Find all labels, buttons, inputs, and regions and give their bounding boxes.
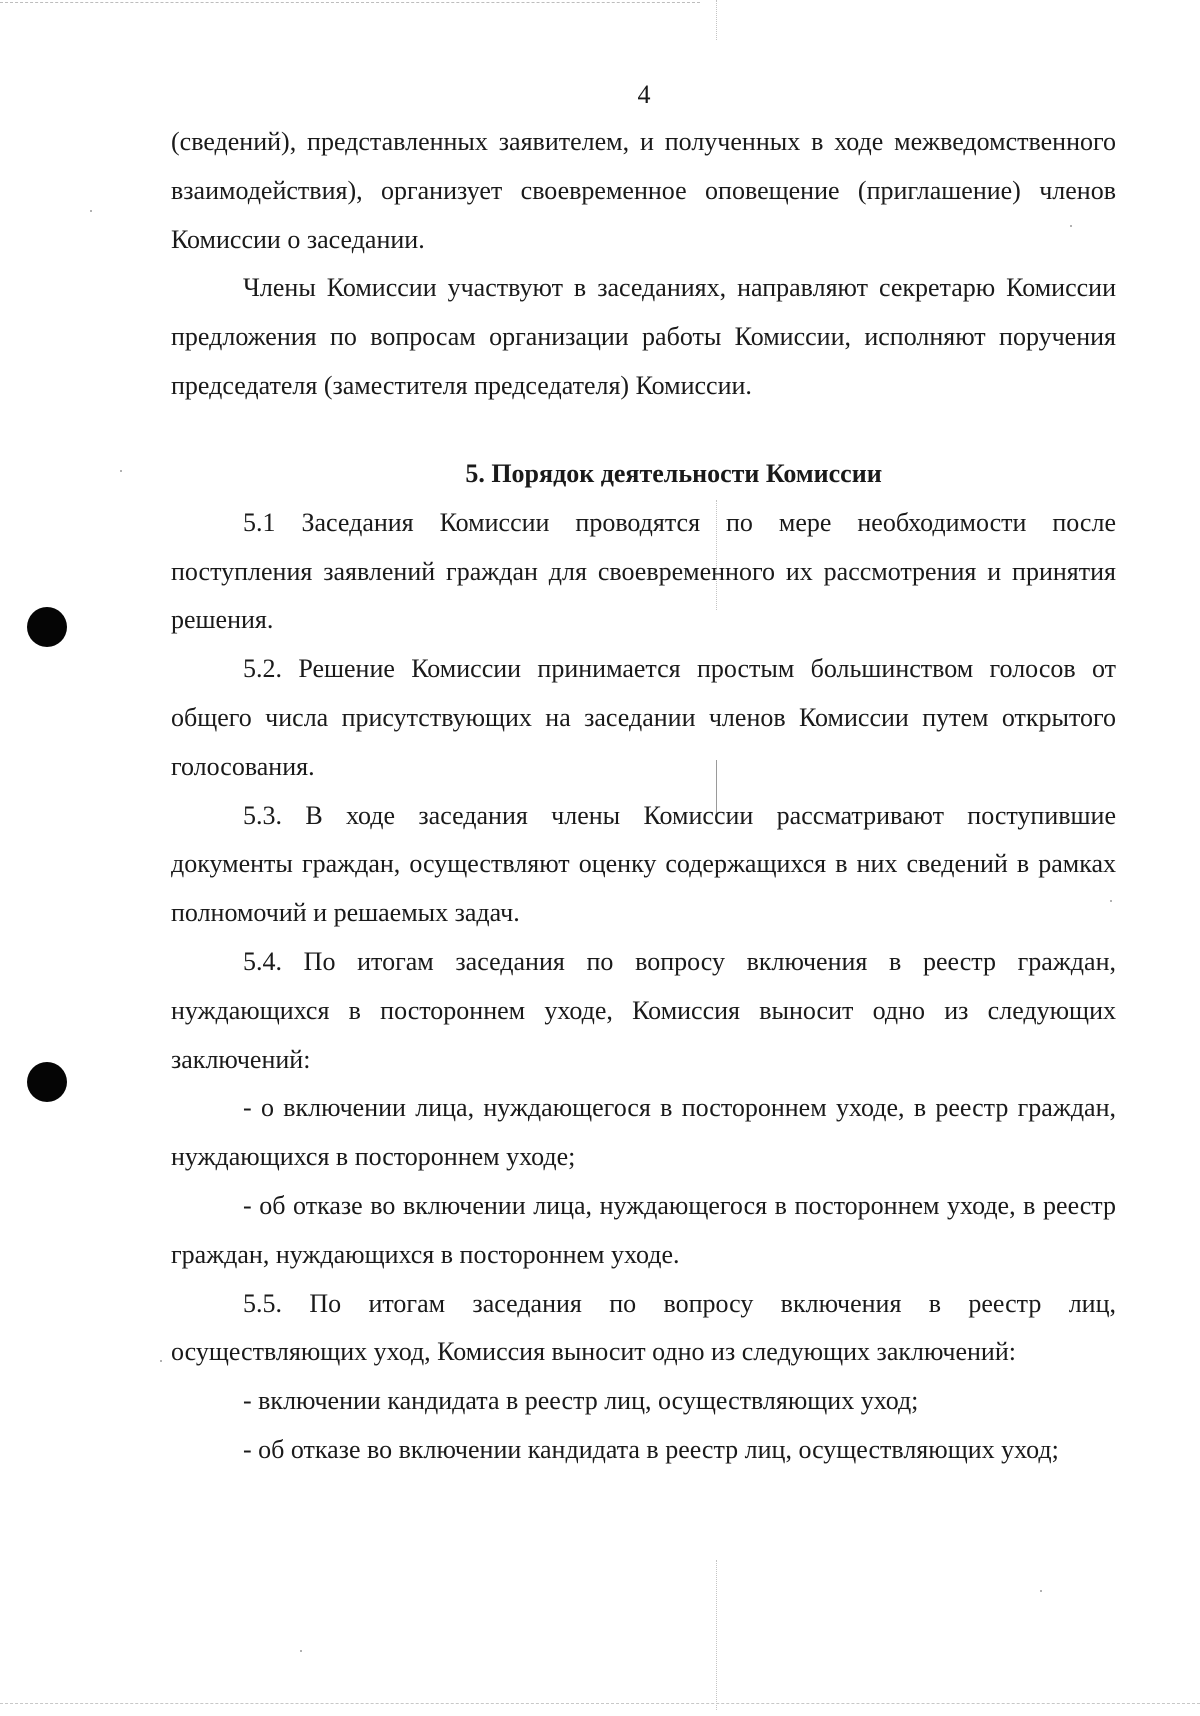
scan-speck — [1040, 1590, 1042, 1592]
document-body — [171, 118, 1116, 1475]
section-heading: 5. Порядок деятельности Комиссии — [465, 458, 882, 488]
scan-fold-mark-bottom — [716, 1560, 718, 1710]
list-item-include-candidate: - включении кандидата в реестр лиц, осуществляющих уход; — [243, 1386, 919, 1416]
paragraph-continuation: (сведений), представленных заявителем, и полученных в ходе межведомственного взаимодействия), организует своевременное оповещение (приглашение) членов Комиссии о заседании. — [171, 127, 1116, 254]
list-item-refuse-candidate: - об отказе во включении кандидата в реестр лиц, осуществляющих уход; — [243, 1434, 1059, 1464]
scan-speck — [160, 1360, 162, 1362]
scan-speck — [120, 470, 122, 472]
paragraph-members-duties: Члены Комиссии участвуют в заседаниях, направляют секретарю Комиссии предложения по вопросам организации работы Комиссии, исполняют поручения председателя (заместителя председателя) Комиссии. — [171, 273, 1116, 400]
punch-hole-upper — [27, 607, 67, 647]
clause-5-1: 5.1 Заседания Комиссии проводятся по мере необходимости после поступления заявлений граждан для своевременного их рассмотрения и принятия решения. — [171, 507, 1116, 635]
scan-edge-bottom — [0, 1703, 1200, 1705]
clause-5-3: 5.3. В ходе заседания члены Комиссии рассматривают поступившие документы граждан, осуществляют оценку содержащихся в них сведений в рамках полномочий и решаемых задач. — [171, 800, 1116, 928]
scan-edge-top — [0, 2, 700, 4]
list-item-include-person: - о включении лица, нуждающегося в постороннем уходе, в реестр граждан, нуждающихся в постороннем уходе; — [171, 1093, 1116, 1172]
clause-5-2: 5.2. Решение Комиссии принимается простым большинством голосов от общего числа присутствующих на заседании членов Комиссии путем открытого голосования. — [171, 654, 1116, 781]
page-number: 4 — [637, 80, 651, 109]
punch-hole-lower — [27, 1062, 67, 1102]
clause-5-4: 5.4. По итогам заседания по вопросу включения в реестр граждан, нуждающихся в постороннем уходе, Комиссия выносит одно из следующих заключений: — [171, 946, 1116, 1074]
scan-fold-mark-top — [716, 0, 718, 40]
list-item-refuse-person: - об отказе во включении лица, нуждающегося в постороннем уходе, в реестр граждан, нуждающихся в постороннем уходе. — [171, 1190, 1116, 1269]
scan-speck — [300, 1650, 302, 1652]
scan-speck — [90, 210, 92, 212]
clause-5-5: 5.5. По итогам заседания по вопросу включения в реестр лиц, осуществляющих уход, Комиссия выносит одно из следующих заключений: — [171, 1288, 1116, 1367]
